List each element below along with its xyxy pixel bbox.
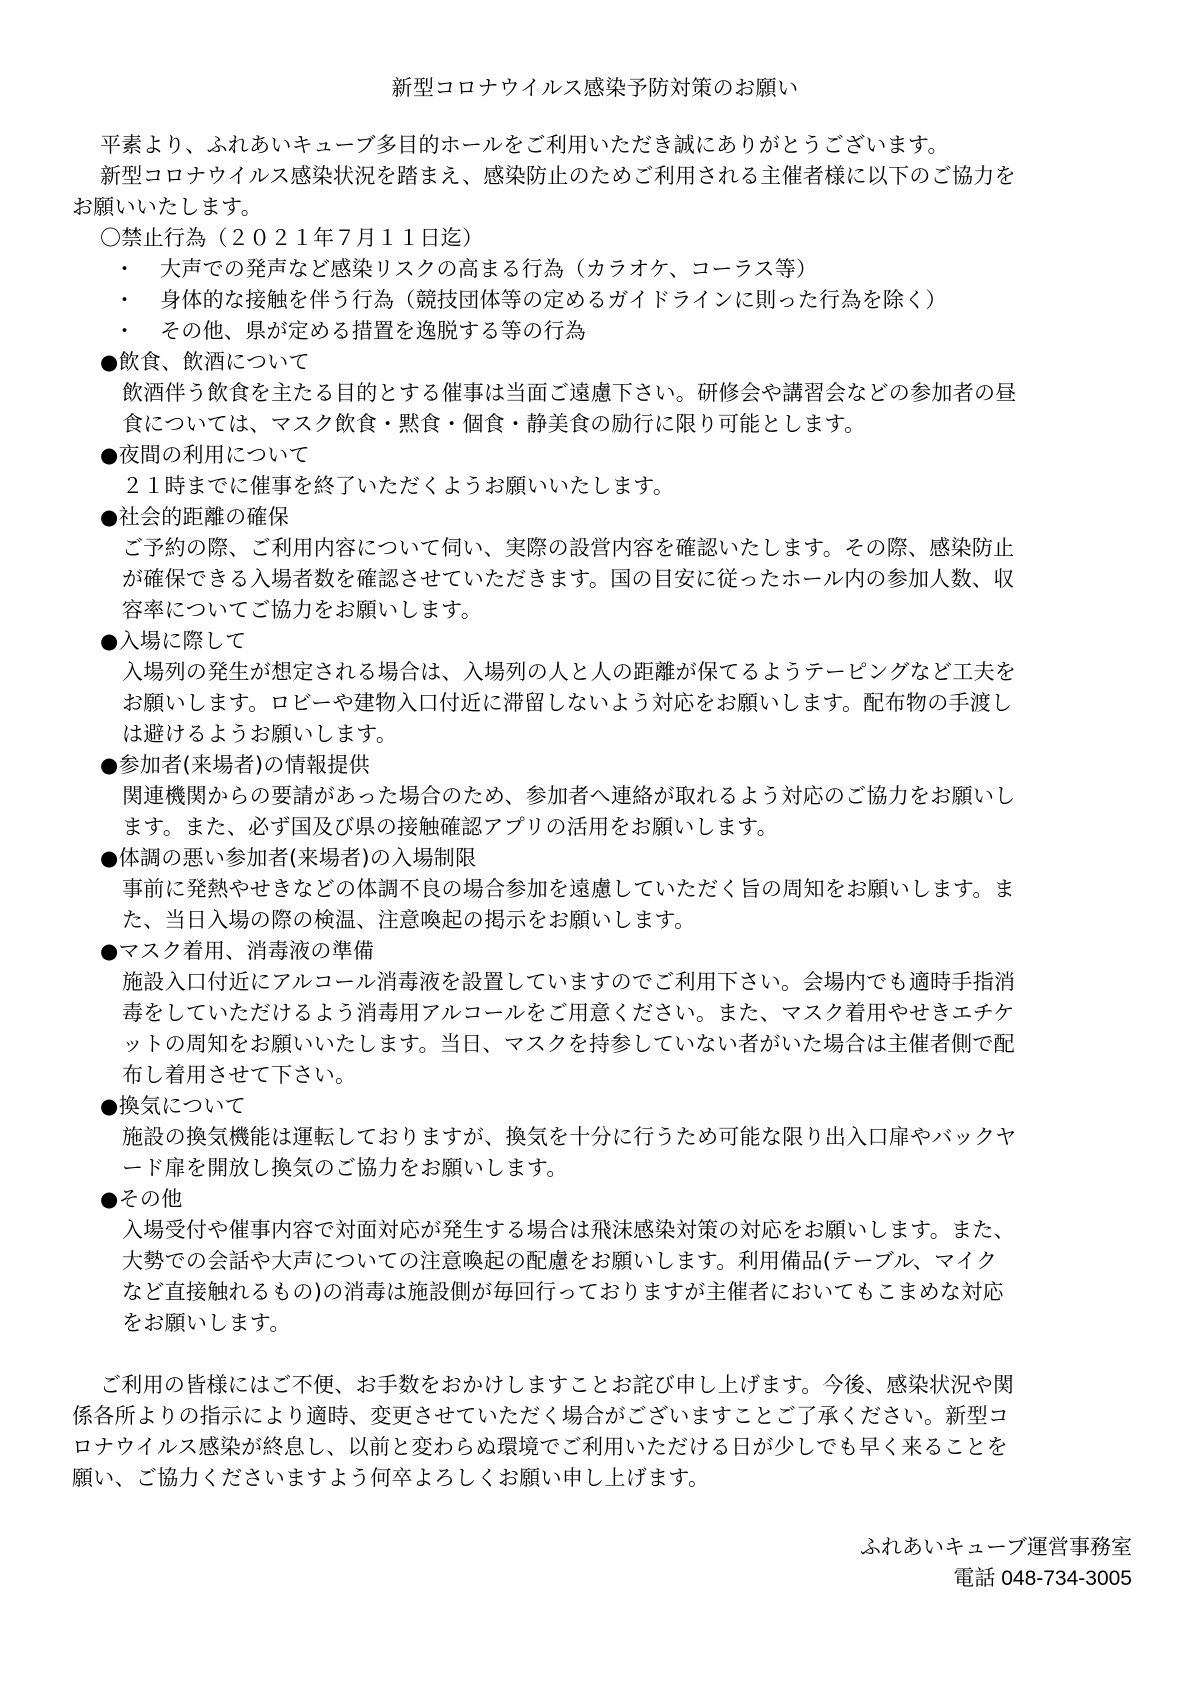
section-line: 容率についてご協力をお願いします。 [122,598,482,622]
prohibited-item-text: 身体的な接触を伴う行為（競技団体等の定めるガイドラインに則った行為を除く） [160,288,947,312]
section-heading: ●飲食、飲酒について [100,350,310,374]
phone-number: 電話 048-734-3005 [953,1567,1132,1590]
office-name: ふれあいキューブ運営事務室 [860,1535,1132,1559]
closing-line: ロナウイルス感染が終息し、以前と変わらぬ環境でご利用いただける日が少しでも早く来ることを [72,1435,1008,1459]
section-night-use [72,440,1132,502]
closing-line: ご利用の皆様にはご不便、お手数をおかけしますことお詫び申し上げます。今後、感染状況や関 [100,1373,1015,1397]
prohibited-heading: 〇禁止行為（２０２１年７月１１日迄） [100,226,484,250]
section-line: ード扉を開放し換気のご協力をお願いします。 [122,1156,568,1180]
intro-line: 新型コロナウイルス感染状況を踏まえ、感染防止のためご利用される主催者様に以下のご協力を [100,164,1016,188]
bullet-mark: ・ [114,257,136,281]
section-social-distance [72,502,1132,626]
section-line: 施設入口付近にアルコール消毒液を設置していますのでご利用下さい。会場内でも適時手指消 [122,970,1016,994]
intro-paragraph [72,130,1132,223]
section-ventilation [72,1091,1132,1184]
closing-line: 係各所よりの指示により適時、変更させていただく場合がございますことご了承ください。新型コ [72,1404,1010,1428]
section-entry-restriction [72,843,1132,936]
section-info-provision [72,750,1132,843]
prohibited-item [72,254,1132,285]
closing-line: 願い、ご協力くださいますよう何卒よろしくお願い申し上げます。 [72,1466,710,1490]
paragraph-gap [72,1339,1132,1370]
section-line: 入場受付や催事内容で対面対応が発生する場合は飛沫感染対策の対応をお願いします。また、 [122,1218,1015,1242]
section-line: は避けるようお願いします。 [122,722,398,746]
section-entry [72,626,1132,750]
bullet-mark: ・ [114,288,136,312]
section-heading: ●マスク着用、消毒液の準備 [100,939,375,963]
prohibited-item [72,316,1132,347]
section-heading: ●その他 [100,1187,183,1211]
page-title: 新型コロナウイルス感染予防対策のお願い [391,76,799,100]
signature-block [860,1532,1132,1594]
section-heading: ●参加者(来場者)の情報提供 [100,753,370,777]
section-heading: ●入場に際して [100,629,247,653]
section-eating [72,347,1132,440]
section-heading: ●夜間の利用について [100,443,310,467]
section-other [72,1184,1132,1339]
intro-line: お願いいたします。 [72,195,263,219]
section-line: 毒をしていただけるよう消毒用アルコールをご用意ください。また、マスク着用やせきエチケ [122,1001,1015,1025]
section-line: をお願いします。 [122,1311,291,1335]
prohibited-item-text: その他、県が定める措置を逸脱する等の行為 [160,319,586,343]
section-mask-disinfection [72,936,1132,1091]
section-heading: ●換気について [100,1094,247,1118]
section-line: 施設の換気機能は運転しておりますが、換気を十分に行うため可能な限り出入口扉やバックヤ [122,1125,1017,1149]
section-line: 食については、マスク飲食・黙食・個食・静美食の励行に限り可能とします。 [122,412,866,436]
section-line: ットの周知をお願いいたします。当日、マスクを持参していない者がいた場合は主催者側で配 [122,1032,1015,1056]
section-line: など直接触れるもの)の消毒は施設側が毎回行っておりますが主催者においてもこまめな対応 [122,1280,1004,1304]
document-body [72,130,1132,1494]
section-line: 事前に発熱やせきなどの体調不良の場合参加を遠慮していただく旨の周知をお願いします。ま [122,877,1015,901]
bullet-mark: ・ [114,319,136,343]
section-heading: ●体調の悪い参加者(来場者)の入場制限 [100,846,477,870]
section-line: 飲酒伴う飲食を主たる目的とする催事は当面ご遠慮下さい。研修会や講習会などの参加者の昼 [122,381,1017,405]
section-line: た、当日入場の際の検温、注意喚起の掲示をお願いします。 [122,908,696,932]
section-line: 入場列の発生が想定される場合は、入場列の人と人の距離が保てるようテーピングなど工夫を [122,660,1017,684]
section-line: お願いします。ロビーや建物入口付近に滞留しないよう対応をお願いします。配布物の手渡し [122,691,1013,715]
prohibited-section [72,223,1132,347]
prohibited-item [72,285,1132,316]
section-line: 布し着用させて下さい。 [122,1063,357,1087]
section-heading: ●社会的距離の確保 [100,505,290,529]
section-line: 関連機関からの要請があった場合のため、参加者へ連絡が取れるよう対応のご協力をお願いし [122,784,1016,808]
intro-line: 平素より、ふれあいキューブ多目的ホールをご利用いただき誠にありがとうございます。 [100,133,949,157]
section-line: ます。また、必ず国及び県の接触確認アプリの活用をお願いします。 [122,815,779,839]
section-line: が確保できる入場者数を確認させていただきます。国の目安に従ったホール内の参加人数、収 [122,567,1015,591]
section-line: 大勢での会話や大声についての注意喚起の配慮をお願いします。利用備品(テーブル、マイク [122,1249,998,1273]
closing-paragraph [72,1370,1132,1494]
prohibited-item-text: 大声での発声など感染リスクの高まる行為（カラオケ、コーラス等） [160,257,818,281]
section-line: ご予約の際、ご利用内容について伺い、実際の設営内容を確認いたします。その際、感染防止 [122,536,1015,560]
section-line: ２１時までに催事を終了いただくようお願いいたします。 [122,474,675,498]
